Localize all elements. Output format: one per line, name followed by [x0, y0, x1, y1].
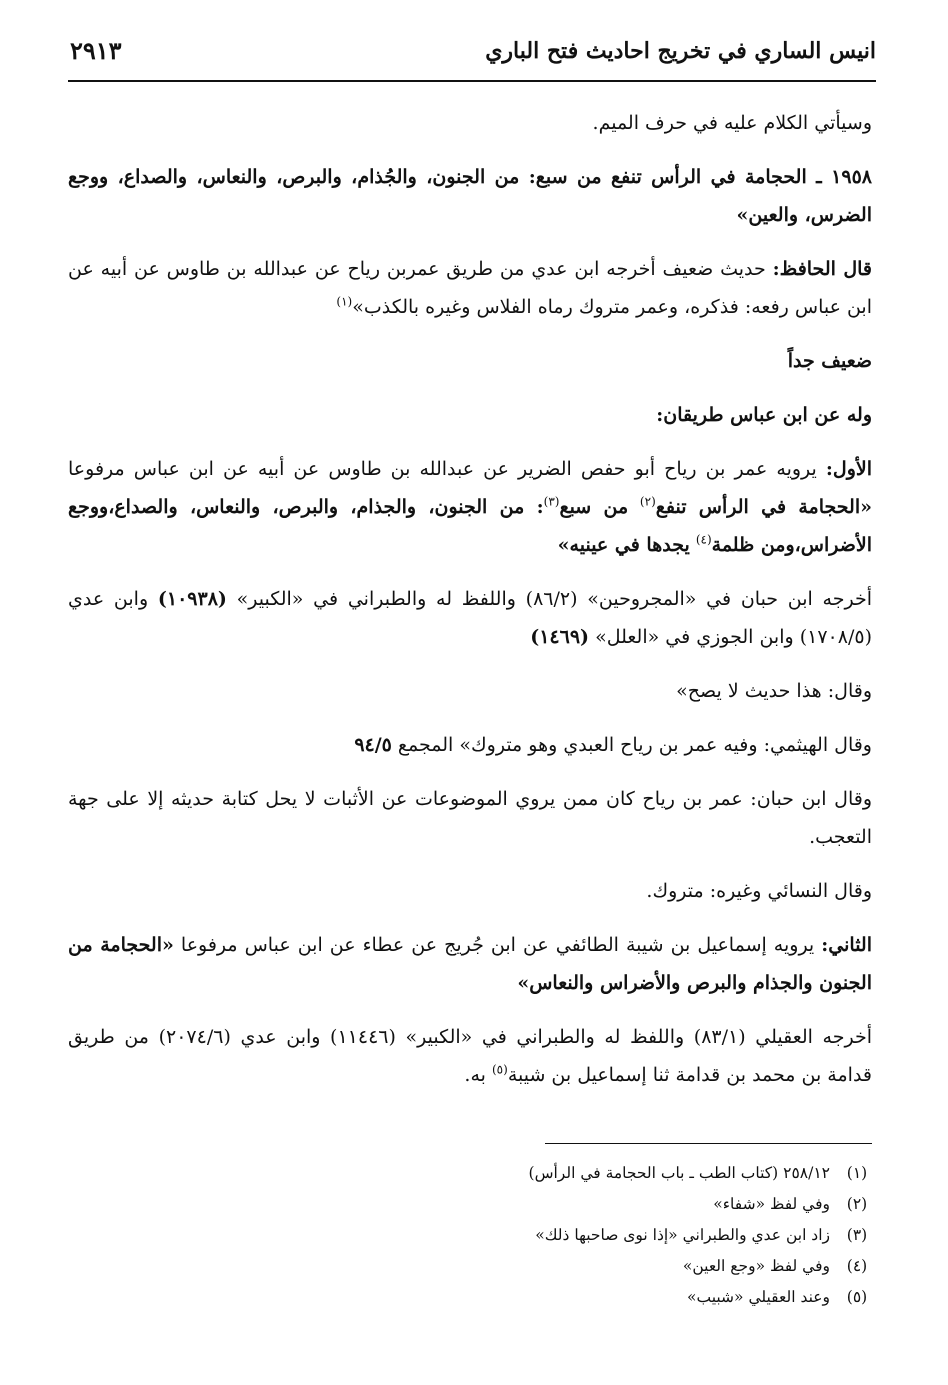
footnote-ref-1: (١) [336, 294, 353, 309]
footnote-mark: (١) [846, 1164, 868, 1182]
hadith-text: الحجامة في الرأس تنفع من سبع: من الجنون، والجُذام، والبرص، والنعاس، والصداع، ووجع الضرس، والعين» [68, 166, 872, 226]
paths-heading: وله عن ابن عباس طريقان: [656, 404, 872, 426]
takhrij-2-text: أخرجه العقيلي (٨٣/١) واللفظ له والطبراني في «الكبير» (١١٤٤٦) وابن عدي (٢٠٧٤/٦) من طريق قدامة بن محمد بن قدامة ثنا إسماعيل بن شيبة [68, 1026, 872, 1086]
first-path-quote-d: يجدها في عينيه» [557, 534, 690, 556]
haythami-ref: ٩٤/٥ [354, 734, 392, 756]
footnote-mark: (٣) [846, 1226, 868, 1244]
paragraph-haythami [68, 726, 872, 764]
grading: ضعيف جداً [787, 350, 872, 372]
haythami-text: وقال الهيثمي: وفيه عمر بن رياح العبدي وهو متروك» المجمع [397, 734, 872, 756]
footnote-item [68, 1220, 872, 1251]
footnotes [68, 1158, 872, 1313]
paragraph-3-label: قال الحافظ: [772, 258, 872, 280]
footnote-ref-2: (٢) [639, 494, 656, 509]
footnote-text: وفي لفظ «وجع العين» [682, 1257, 830, 1275]
paragraph-takhrij-2 [68, 1018, 872, 1094]
first-path-intro: يرويه عمر بن رياح أبو حفص الضرير عن عبدالله بن طاوس عن أبيه عن ابن عباس مرفوعا [68, 458, 817, 480]
footnote-mark: (٤) [846, 1257, 868, 1275]
footnote-rule [545, 1143, 872, 1144]
main-text [68, 104, 872, 1110]
footnote-item [68, 1251, 872, 1282]
takhrij-2-end: به. [464, 1064, 486, 1086]
hadith-number: ١٩٥٨ ـ [816, 166, 872, 188]
second-path-quote: «الحجامة من الجنون والجذام والبرص والأضراس والنعاس» [68, 934, 872, 994]
footnote-text: وعند العقيلي «شبيب» [686, 1288, 830, 1306]
footnote-text: ٢٥٨/١٢ (كتاب الطب ـ باب الحجامة في الرأس) [528, 1164, 830, 1182]
footnote-text: زاد ابن عدي والطبراني «إذا نوى صاحبها ذلك» [535, 1226, 830, 1244]
first-path-quote-c: : من الجنون، والجذام، والبرص، والنعاس، والصداع،ووجع الأضراس،ومن ظلمة [68, 496, 872, 556]
header-title: انيس الساري في تخريج احاديث فتح الباري [485, 38, 876, 64]
second-path-intro: يرويه إسماعيل بن شيبة الطائفي عن ابن جُريج عن عطاء عن ابن عباس مرفوعا [180, 934, 815, 956]
first-path-label: الأول: [825, 458, 872, 480]
running-header [70, 38, 876, 72]
paragraph-second-path [68, 926, 872, 1002]
first-path-quote-b: من سبع [559, 496, 629, 518]
paragraph-takhrij-1 [68, 580, 872, 656]
takhrij-1-c: وابن عدي (١٧٠٨/٥) وابن الجوزي في «العلل» [68, 588, 872, 648]
footnote-mark: (٢) [846, 1195, 868, 1213]
footnote-ref-3: (٣) [543, 494, 560, 509]
paragraph-qala: وقال: هذا حديث لا يصح» [676, 680, 872, 702]
takhrij-1-b: (١٠٩٣٨) [157, 588, 227, 610]
footnote-ref-5: (٥) [491, 1062, 508, 1077]
paragraph-3 [68, 250, 872, 326]
footnote-item [68, 1158, 872, 1189]
footnote-text: وفي لفظ «شفاء» [713, 1195, 830, 1213]
paragraph-ibn-hibban: وقال ابن حبان: عمر بن رياح كان ممن يروي الموضوعات عن الأثبات لا يحل كتابة حديثه إلا على جهة التعجب. [68, 788, 872, 848]
page-number: ٢٩١٣ [70, 36, 122, 65]
first-path-quote-a: «الحجامة في الرأس تنفع [655, 496, 872, 518]
footnote-mark: (٥) [846, 1288, 868, 1306]
takhrij-1-a: أخرجه ابن حبان في «المجروحين» (٨٦/٢) واللفظ له والطبراني في «الكبير» [236, 588, 872, 610]
footnote-item [68, 1189, 872, 1220]
paragraph-1: وسيأتي الكلام عليه في حرف الميم. [592, 112, 872, 134]
paragraph-3-text: حديث ضعيف أخرجه ابن عدي من طريق عمربن رياح عن عبدالله بن طاوس عن أبيه عن ابن عباس رفعه: فذكره، وعمر متروك رماه الفلاس وغيره بالكذب» [68, 258, 872, 318]
footnote-item [68, 1282, 872, 1313]
hadith-heading [68, 158, 872, 234]
footnote-ref-4: (٤) [695, 532, 712, 547]
header-rule [68, 80, 876, 82]
paragraph-nasai: وقال النسائي وغيره: متروك. [646, 880, 872, 902]
paragraph-first-path [68, 450, 872, 564]
takhrij-1-d: (١٤٦٩) [530, 626, 590, 648]
second-path-label: الثاني: [821, 934, 872, 956]
